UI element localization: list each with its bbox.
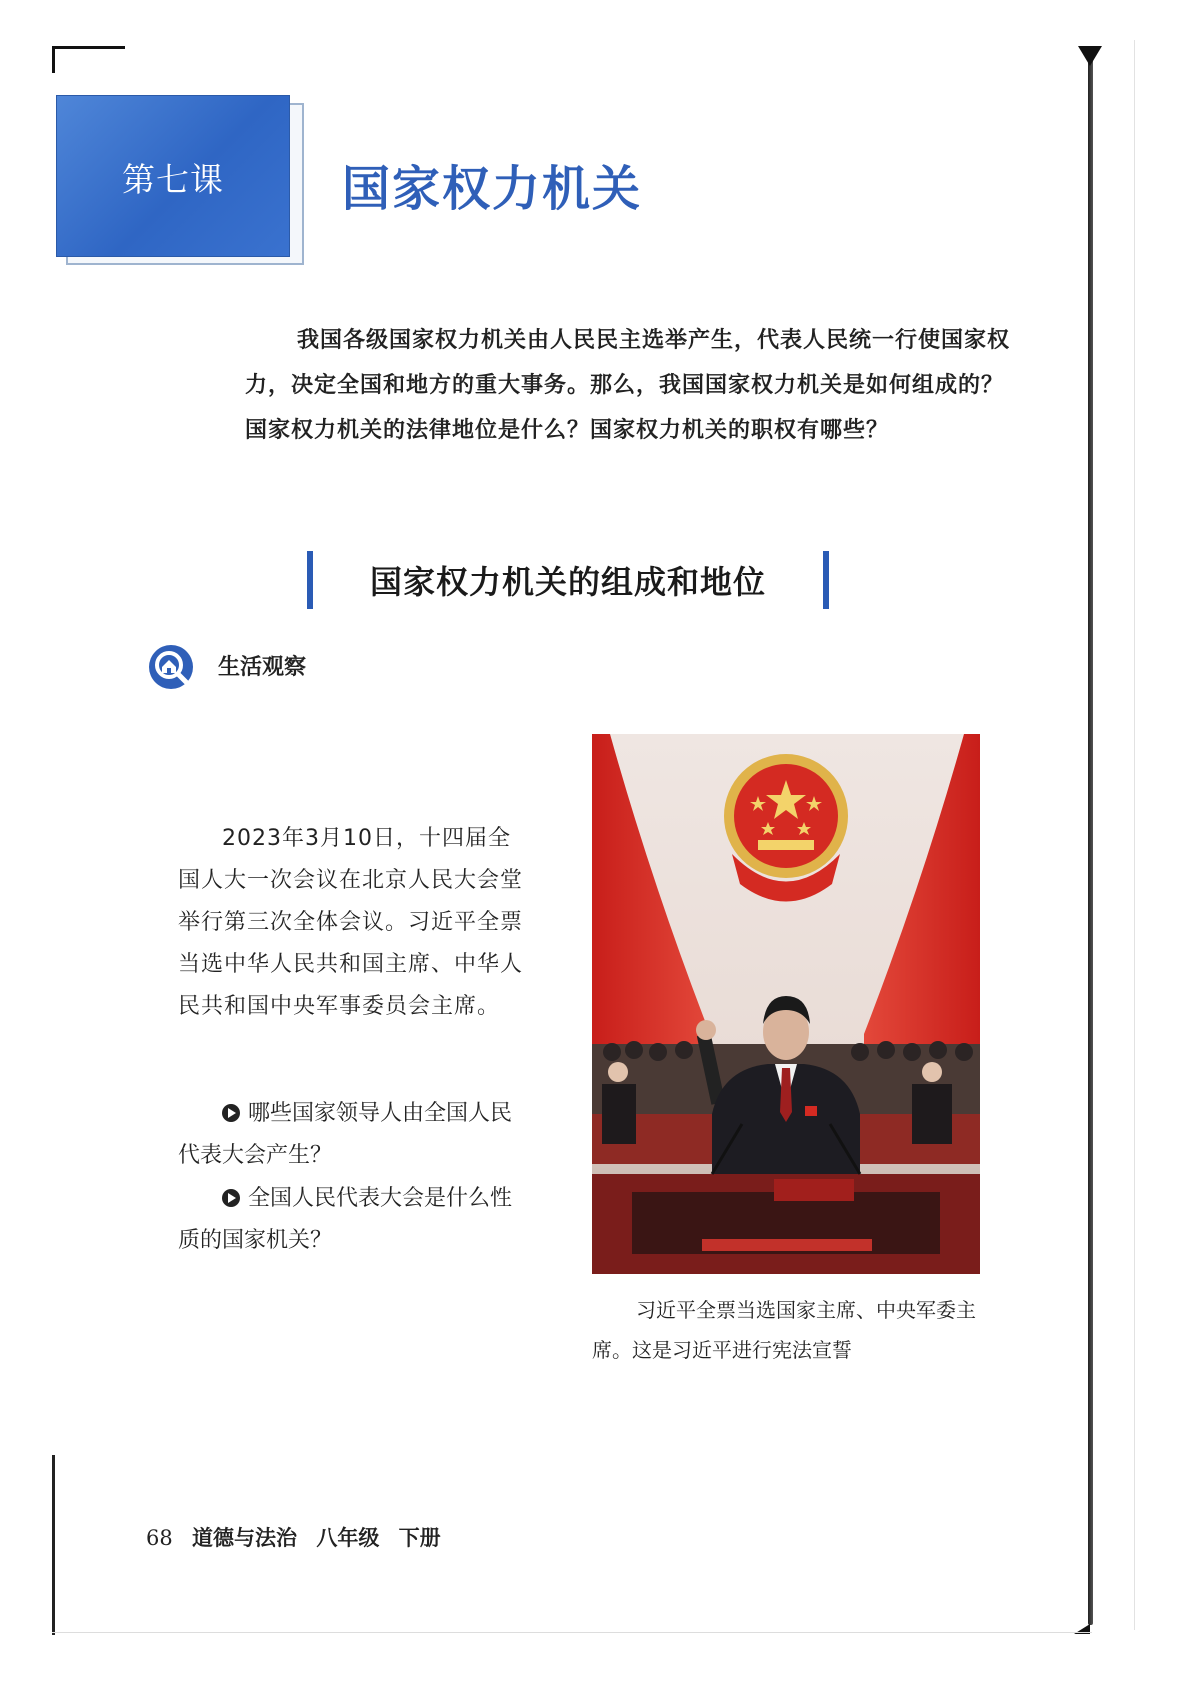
case-paragraph: [178, 818, 530, 1028]
spine-bottom-mark: [1074, 1602, 1090, 1634]
book-volume: 下册: [398, 1526, 441, 1550]
book-spine-edge: [1088, 50, 1093, 1625]
next-page-edge: [1134, 40, 1135, 1630]
case-text: 2023年3月10日，十四届全国人大一次会议在北京人民大会堂举行第三次全体会议。习近平全票当选中华人民共和国主席、中华人民共和国中央军事委员会主席。: [178, 826, 524, 1019]
book-grade: 八年级: [316, 1526, 380, 1550]
lesson-badge-panel: [56, 95, 290, 257]
oath-ceremony-photo: [592, 734, 980, 1274]
spine-top-mark: [1078, 46, 1102, 66]
lesson-number: 第七课: [122, 160, 224, 199]
lesson-title: 国家权力机关: [342, 161, 643, 217]
page-corner-mark: [52, 46, 125, 73]
question-text: 全国人民代表大会是什么性质的国家机关？: [178, 1186, 513, 1253]
lesson-badge: [56, 95, 304, 265]
page-number: 68: [146, 1526, 173, 1550]
photo-caption: 习近平全票当选国家主席、中央军委主席。这是习近平进行宪法宣誓: [592, 1298, 976, 1362]
life-observation-label: 生活观察: [218, 655, 307, 680]
question-item: [178, 1178, 530, 1262]
house-magnifier-icon: [147, 643, 195, 691]
section-title-bar-right: [823, 551, 829, 609]
play-bullet-icon: [222, 1189, 240, 1207]
section-title: 国家权力机关的组成和地位: [369, 563, 766, 601]
book-subject: 道德与法治: [192, 1526, 298, 1550]
intro-paragraph: 我国各级国家权力机关由人民民主选举产生，代表人民统一行使国家权力，决定全国和地方的重大事务。那么，我国国家权力机关是如何组成的？国家权力机关的法律地位是什么？国家权力机关的职权有哪些？: [245, 327, 1011, 443]
page-footer: [146, 1522, 453, 1552]
play-bullet-icon: [222, 1104, 240, 1122]
page-edge-left: [52, 1455, 55, 1635]
question-item: [178, 1093, 530, 1177]
page-edge-bottom: [52, 1632, 1092, 1633]
question-text: 哪些国家领导人由全国人民代表大会产生？: [178, 1101, 513, 1168]
